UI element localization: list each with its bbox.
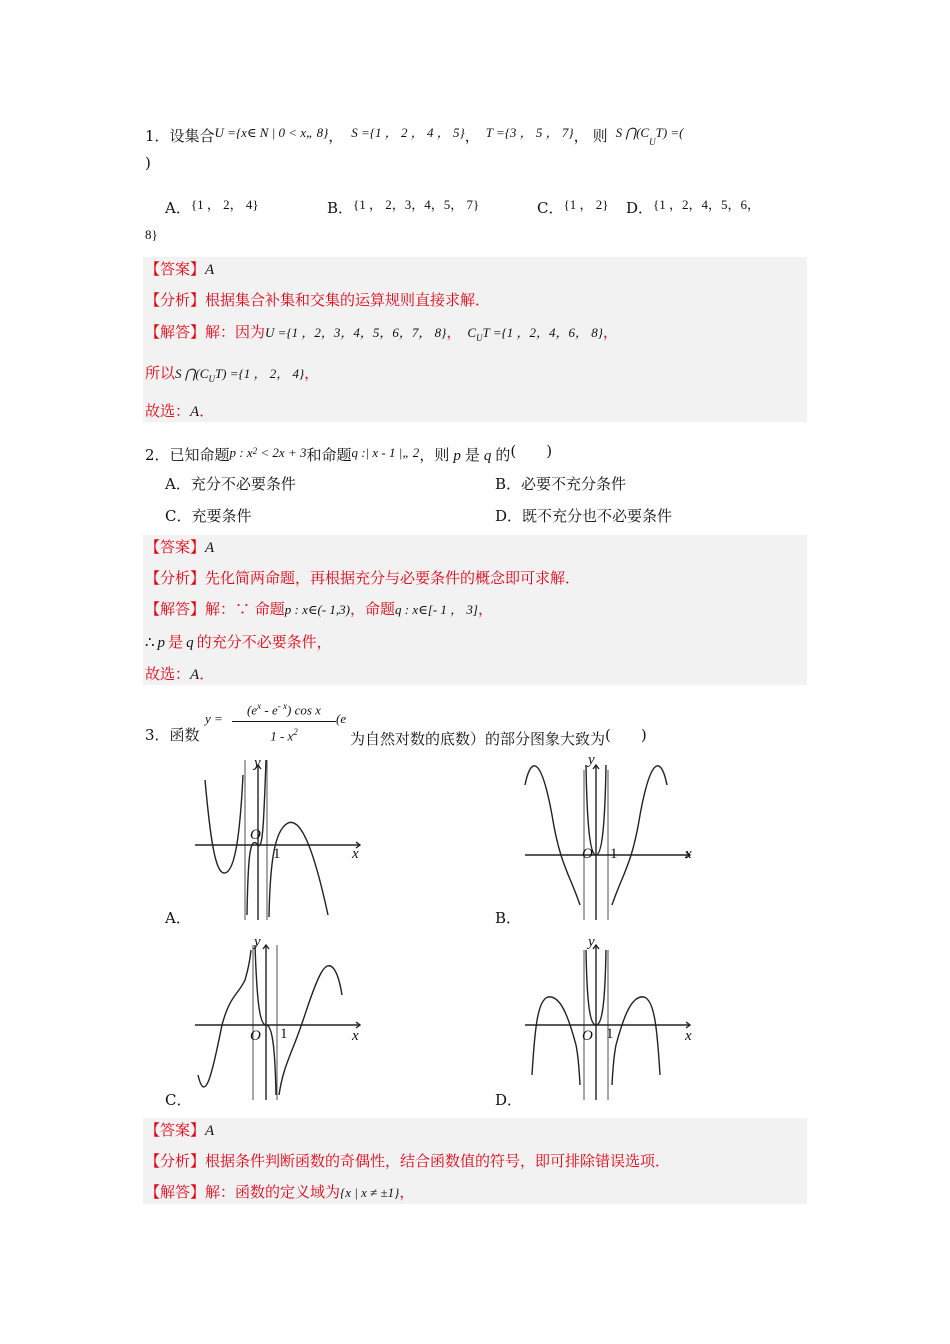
q3-numerator: $(e^x - e^{- x})$ cos x xyxy=(232,697,336,722)
q3-a-tick: 1 xyxy=(273,846,281,862)
q2-analysis: 【分析】先化简两命题，再根据充分与必要条件的概念即可求解． xyxy=(145,569,581,587)
q3-option-a: A． xyxy=(165,909,191,927)
q1-option-b: B．{1 ， 2，3，4，5， 7} xyxy=(327,197,480,217)
q1-then: 则 xyxy=(592,127,608,145)
q3-c-origin: O xyxy=(250,1028,261,1044)
q3-d-origin: O xyxy=(582,1028,593,1044)
q1-lead: 1．设集合 xyxy=(145,127,215,145)
curve-segment xyxy=(198,950,251,1087)
curve-segment xyxy=(525,766,580,905)
curve-segment xyxy=(269,822,328,917)
q2-stem: 2．已知命题p : $x^2 < 2x + 3$和命题q :| x - 1 |„ 2，则 p 是 q 的( ) xyxy=(145,442,553,464)
q3-answer: 【答案】A xyxy=(145,1121,215,1139)
q2-option-c: C．充要条件 xyxy=(165,507,252,525)
q1-expr-tail: T) =( xyxy=(655,125,684,140)
curve-segment xyxy=(205,775,243,873)
q3-graph-d xyxy=(520,935,700,1100)
q2-option-a: A．充分不必要条件 xyxy=(165,475,296,493)
q3-lead: 3．函数 xyxy=(145,726,200,744)
q1-analysis: 【分析】根据集合补集和交集的运算规则直接求解． xyxy=(145,291,491,309)
q3-y-eq: y = xyxy=(205,711,223,726)
q1-expr: S ⋂(C xyxy=(615,125,650,140)
q1-option-d-cont: 8} xyxy=(145,227,158,242)
q1-U-def: U ={x∈ N | 0 < x„ 8} xyxy=(214,125,329,140)
q3-c-x-label: x xyxy=(352,1028,359,1044)
q3-desc: 为自然对数的底数）的部分图象大致为( ) xyxy=(350,726,647,748)
q1-expr-sub: U xyxy=(649,137,656,147)
q3-option-c: C． xyxy=(165,1091,192,1109)
q3-d-y-label: y xyxy=(588,934,595,950)
q3-option-b: B． xyxy=(495,909,522,927)
q2-answer: 【答案】A xyxy=(145,538,215,556)
answer-tag: 【答案】 xyxy=(145,260,206,278)
q1-S-def: S ={1 ， 2 ， 4 ， 5} xyxy=(351,125,465,140)
q1-stem: 1．设集合U ={x∈ N | 0 < x„ 8}， S ={1 ， 2 ， 4 ， 5}， T ={3 ， 5 ， 7}， 则 S $⋂(C_UT)$ =( xyxy=(145,125,684,147)
q3-b-tick: 1 xyxy=(610,846,618,862)
q1-option-a: A．{1 ， 2， 4} xyxy=(165,197,259,217)
q2-solution-line2: ∴ p 是 q 的充分不必要条件， xyxy=(145,633,332,651)
q1-T-def: T ={3 ， 5 ， 7} xyxy=(485,125,574,140)
q2-option-b: B．必要不充分条件 xyxy=(495,475,627,493)
q1-choose: 故选：A． xyxy=(145,402,215,420)
q3-paren-e: (e xyxy=(336,711,347,726)
curve-segment xyxy=(612,766,667,905)
q3-b-origin: O xyxy=(582,846,593,862)
q1-answer: 【答案】A xyxy=(145,260,215,278)
q3-b-x-label: x xyxy=(685,846,692,862)
curve-segment xyxy=(612,997,660,1085)
q2-option-d: D．既不充分也不必要条件 xyxy=(495,507,673,525)
q1-option-d: D．{1 ，2，4，5，6， xyxy=(626,197,761,217)
q2-solution-line1: 【解答】解：∵ 命题p : x∈(- 1,3)，命题q : x∈[- 1 ， 3]， xyxy=(145,600,493,618)
q3-solution-line1: 【解答】解：函数的定义域为{x | x ≠ ±1}， xyxy=(145,1183,415,1201)
q3-graph-b xyxy=(520,755,700,920)
q3-d-tick: 1 xyxy=(606,1026,614,1042)
q3-d-x-label: x xyxy=(685,1028,692,1044)
q1-option-c: C．{1 ， 2} xyxy=(537,197,609,217)
q3-option-d: D． xyxy=(495,1091,523,1109)
q2-choose: 故选：A． xyxy=(145,665,215,683)
solution-tag: 【解答】 xyxy=(145,323,206,341)
q3-graph-a xyxy=(190,755,370,920)
q3-c-tick: 1 xyxy=(280,1026,288,1042)
q1-close-paren: ) xyxy=(145,154,151,172)
q3-analysis: 【分析】根据条件判断函数的奇偶性，结合函数值的符号，即可排除错误选项． xyxy=(145,1152,671,1170)
q3-a-y-label: y xyxy=(254,755,261,771)
q1-solution-line1: 【解答】解：因为U ={1 ，2，3，4，5，6，7， 8}， $C_UT =\{1$ ，2，4，6， 8}， xyxy=(145,323,618,343)
q3-denominator: $1 - x^2$ xyxy=(270,727,298,744)
q1-solution-line2: 所以S $⋂(C_UT) =\{1$ ， 2， 4}， xyxy=(145,364,320,384)
analysis-tag: 【分析】 xyxy=(145,291,206,309)
q3-fraction xyxy=(232,697,336,747)
q3-a-origin: O xyxy=(250,827,261,843)
curve-segment xyxy=(532,997,580,1085)
q3-c-y-label: y xyxy=(254,934,261,950)
q3-b-y-label: y xyxy=(588,752,595,768)
q3-a-x-label: x xyxy=(352,846,359,862)
q3-graph-c xyxy=(190,935,370,1100)
curve-segment xyxy=(279,966,342,1095)
